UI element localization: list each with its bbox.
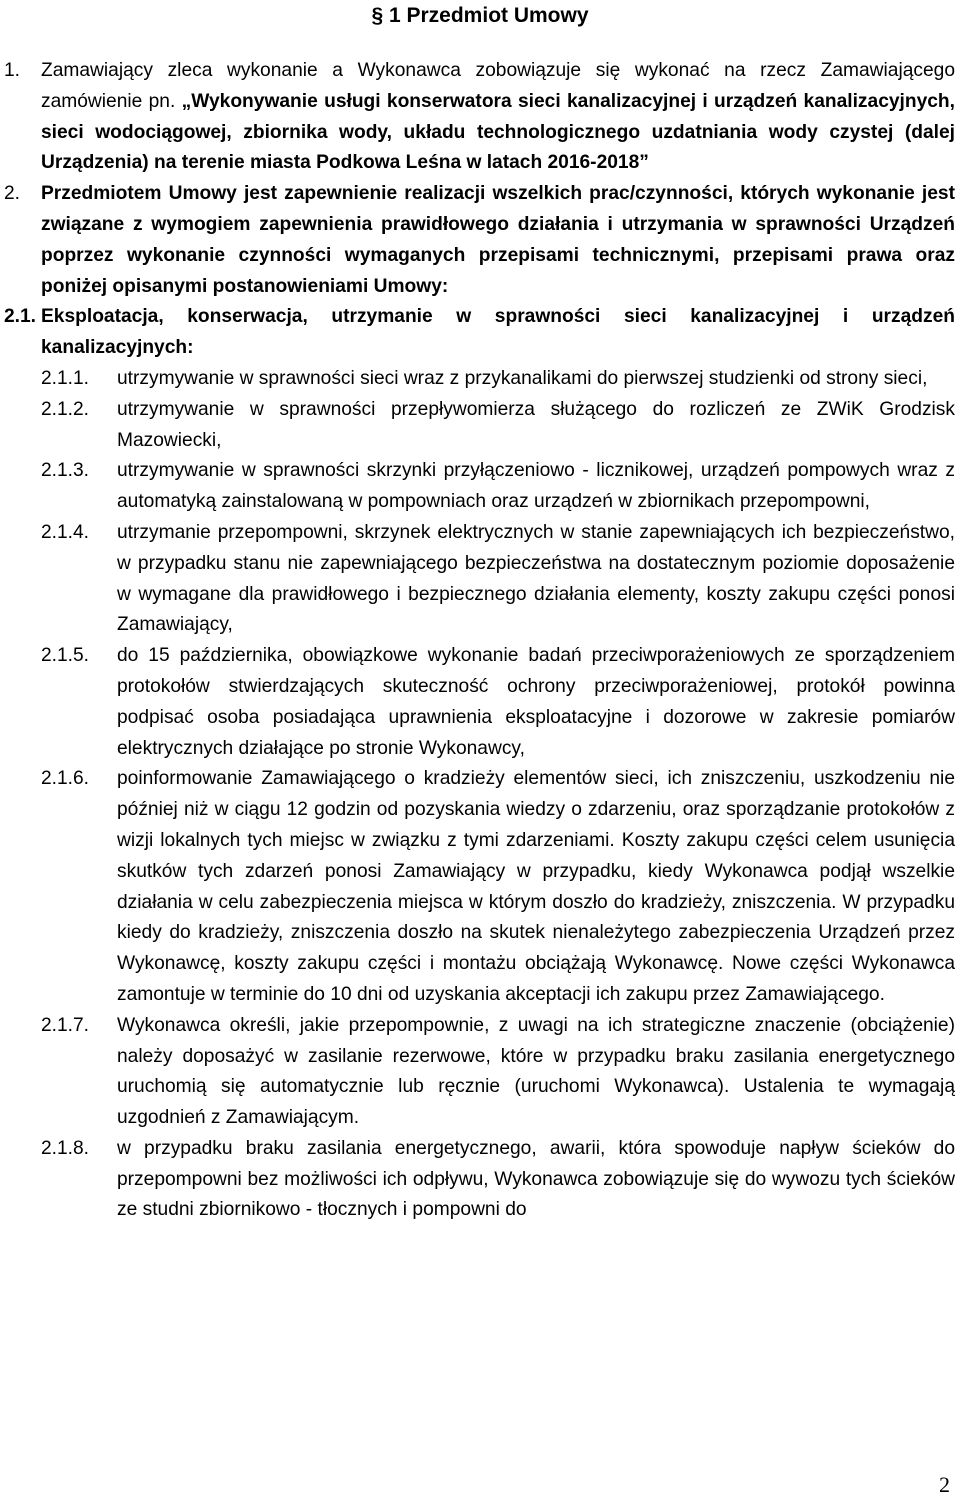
list-item-text: w przypadku braku zasilania energetycznego, awarii, która spowoduje napływ ścieków do przepompowni bez możliwości ich odpływu, Wykonawca zobowiązuje się do wywozu tych ścieków ze studni zbiornikowo - tłocznych i pompowni do [117, 1137, 955, 1221]
list-item-number: 2.1.8. [41, 1137, 90, 1159]
section-heading: § 1 Przedmiot Umowy [371, 4, 589, 27]
list-item-text: utrzymanie przepompowni, skrzynek elektrycznych w stanie zapewniających ich bezpieczeństwo, w przypadku stanu nie zapewniającego bezpieczeństwa na dostatecznym poziomie doposażenie w wymagane dla prawidłowego i bezpiecznego działania elementy, koszty zakupu części ponosi Zamawiający, [117, 521, 955, 636]
subsection-number: 2.1. [4, 306, 37, 328]
list-item-number: 2.1.3. [41, 460, 90, 482]
list-item-number: 2.1.7. [41, 1014, 90, 1036]
list-item [4, 395, 955, 457]
list-item [4, 364, 955, 395]
list-item-number: 2.1.1. [41, 367, 90, 389]
list-item-text: Wykonawca określi, jakie przepompownie, z uwagi na ich strategiczne znaczenie (obciążenie) należy doposażyć w zasilanie rezerwowe, które w przypadku braku zasilania energetycznego uruchomią się automatycznie lub ręcznie (uruchomi Wykonawca). Ustalenia te wymagają uzgodnień z Zamawiającym. [117, 1014, 955, 1129]
list-item [4, 641, 955, 764]
paragraph-text: Przedmiotem Umowy jest zapewnienie realizacji wszelkich prac/czynności, których wykonanie jest związane z wymogiem zapewnienia prawidłowego działania i utrzymania w sprawności Urządzeń poprzez wykonanie czynności wymaganych przepisami technicznymi, przepisami prawa oraz poniżej opisanymi postanowieniami Umowy: [41, 183, 955, 297]
paragraph-2 [4, 179, 955, 302]
list-item [4, 456, 955, 518]
document-body [4, 56, 955, 1226]
paragraph-number: 1. [4, 60, 21, 81]
list-item-number: 2.1.4. [41, 521, 90, 543]
list-item [4, 1011, 955, 1134]
list-item [4, 764, 955, 1010]
page-number: 2 [939, 1472, 950, 1497]
subsection-2-1 [4, 302, 955, 364]
paragraph-1 [4, 56, 955, 179]
list-item-number: 2.1.2. [41, 398, 90, 420]
list-item [4, 518, 955, 641]
list-item-text: utrzymywanie w sprawności skrzynki przyłączeniowo - licznikowej, urządzeń pompowych wraz z automatyką zainstalowaną w pompowniach oraz urządzeń w zbiornikach przepompowni, [117, 460, 955, 513]
list-item-text: utrzymywanie w sprawności przepływomierza służącego do rozliczeń ze ZWiK Grodzisk Mazowiecki, [117, 398, 955, 451]
list-item-number: 2.1.5. [41, 645, 90, 667]
contract-title: „Wykonywanie usługi konserwatora sieci kanalizacyjnej i urządzeń kanalizacyjnych, sieci wodociągowej, zbiornika wody, układu technologicznego uzdatniania wody czystej (dalej Urządzenia) na terenie miasta Podkowa Leśna w latach 2016-2018” [41, 90, 955, 174]
list-item-text: utrzymywanie w sprawności sieci wraz z przykanalikami do pierwszej studzienki od strony sieci, [117, 367, 928, 389]
list-item [4, 1134, 955, 1226]
paragraph-text: Zamawiający zleca wykonanie a Wykonawca zobowiązuje się wykonać na rzecz Zamawiającego zamówienie pn. [41, 60, 955, 112]
paragraph-number: 2. [4, 183, 21, 205]
list-item-text: poinformowanie Zamawiającego o kradzieży elementów sieci, ich zniszczeniu, uszkodzeniu nie później niż w ciągu 12 godzin od pozyskania wiedzy o zdarzeniu, oraz sporządzanie protokołów z wizji lokalnych tych miejsc w związku z tymi zdarzeniami. Koszty zakupu części celem usunięcia skutków tych zdarzeń ponosi Zamawiający w przypadku, kiedy Wykonawca podjął wszelkie działania w celu zabezpieczenia miejsca w którym doszło do kradzieży, zniszczenia. W przypadku kiedy do kradzieży, zniszczenia doszło na skutek nienależytego zabezpieczenia Urządzeń przez Wykonawcę, koszty zakupu części i montażu obciążają Wykonawcę. Nowe części Wykonawca zamontuje w terminie do 10 dni od uzyskania akceptacji ich zakupu przez Zamawiającego. [117, 768, 955, 1005]
list-item-text: do 15 października, obowiązkowe wykonanie badań przeciwporażeniowych ze sporządzeniem protokołów stwierdzających skuteczność ochrony przeciwporażeniowej, protokół powinna podpisać osoba posiadająca uprawnienia eksploatacyjne i dozorowe w zakresie pomiarów elektrycznych działające po stronie Wykonawcy, [117, 645, 955, 759]
list-item-number: 2.1.6. [41, 768, 90, 790]
subsection-title: Eksploatacja, konserwacja, utrzymanie w sprawności sieci kanalizacyjnej i urządzeń kanalizacyjnych: [41, 306, 955, 359]
